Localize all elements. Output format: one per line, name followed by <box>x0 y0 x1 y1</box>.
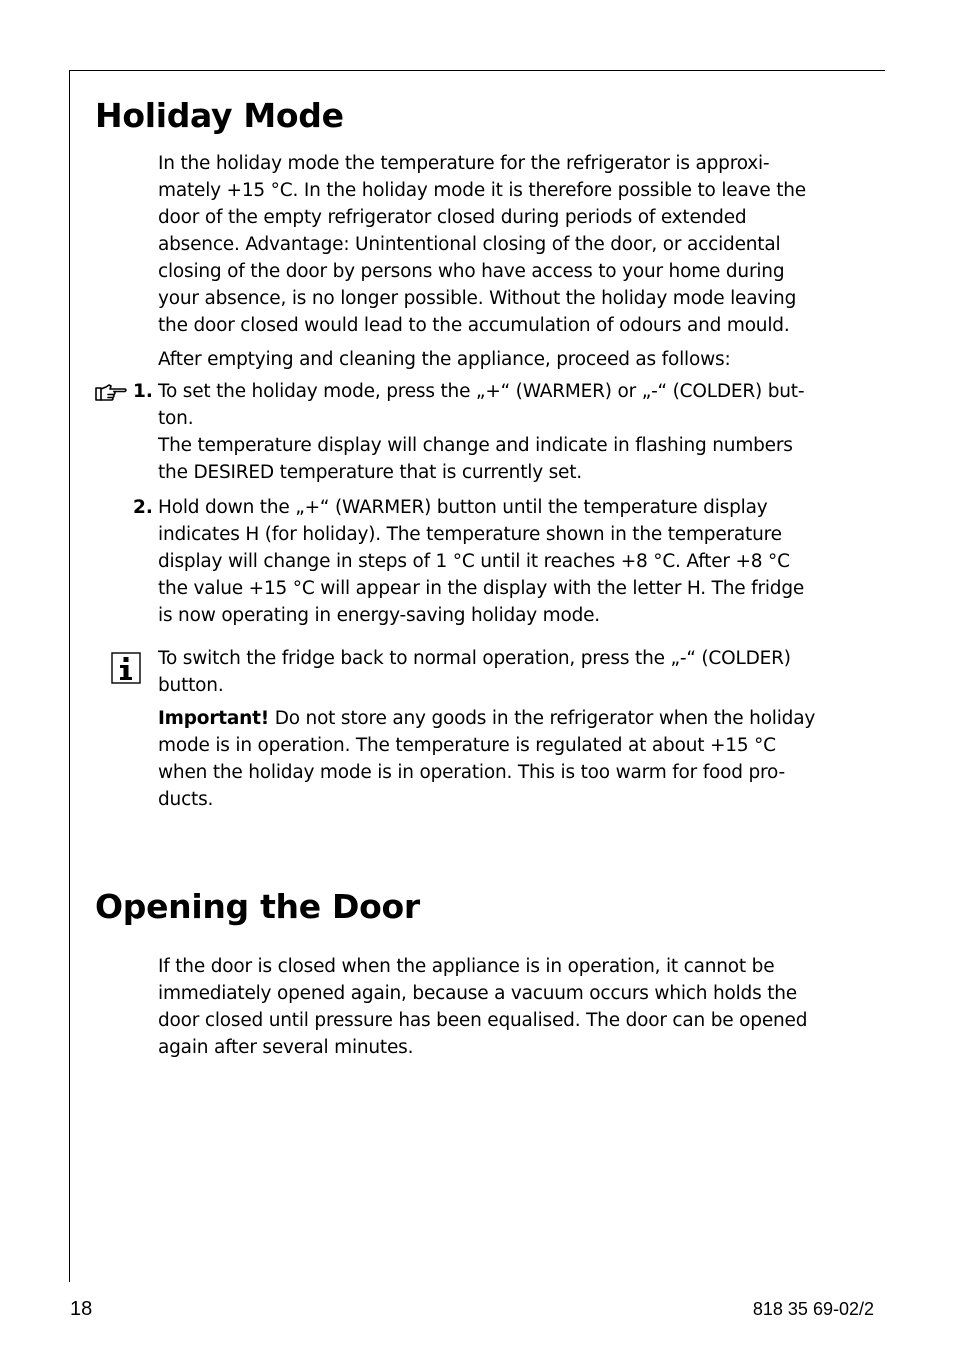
text-line: To set the holiday mode, press the „+“ (WARMER) or „-“ (COLDER) but- <box>158 381 805 402</box>
text-line: when the holiday mode is in operation. This is too warm for food pro- <box>158 762 785 783</box>
text-line: your absence, is no longer possible. Without the holiday mode leaving <box>158 288 797 309</box>
info-icon <box>111 652 141 684</box>
text-line: door of the empty refrigerator closed during periods of extended <box>158 207 747 228</box>
text-line: ducts. <box>158 789 214 810</box>
section-title-holiday-mode: Holiday Mode <box>95 96 344 135</box>
left-rule <box>69 70 70 1282</box>
pointing-hand-icon <box>94 383 128 403</box>
text-line: To switch the fridge back to normal operation, press the „-“ (COLDER) <box>158 648 791 669</box>
text-line: After emptying and cleaning the appliance, proceed as follows: <box>158 349 731 370</box>
step-2-text <box>158 494 870 629</box>
important-label: Important! <box>158 708 270 729</box>
important-note <box>158 705 870 813</box>
text-line: closing of the door by persons who have access to your home during <box>158 261 785 282</box>
text-line: the value +15 °C will appear in the display with the letter H. The fridge <box>158 578 805 599</box>
text-line: mately +15 °C. In the holiday mode it is therefore possible to leave the <box>158 180 806 201</box>
info-note-text <box>158 645 870 699</box>
text-line: the door closed would lead to the accumulation of odours and mould. <box>158 315 790 336</box>
step-number: 1. <box>133 381 153 402</box>
step-1-text <box>158 378 870 486</box>
text-line: the DESIRED temperature that is currently set. <box>158 462 582 483</box>
text-line: is now operating in energy-saving holiday mode. <box>158 605 600 626</box>
text-line: ton. <box>158 408 194 429</box>
text-line: button. <box>158 675 224 696</box>
text-line: indicates H (for holiday). The temperature shown in the temperature <box>158 524 782 545</box>
text-segment: Do not store any goods in the refrigerator when the holiday <box>269 708 816 729</box>
section-title-opening-door: Opening the Door <box>95 887 420 926</box>
text-line: If the door is closed when the appliance is in operation, it cannot be <box>158 956 775 977</box>
text-line: mode is in operation. The temperature is regulated at about +15 °C <box>158 735 776 756</box>
step-number: 2. <box>133 497 153 518</box>
document-code: 818 35 69-02/2 <box>752 1299 874 1319</box>
text-line: Hold down the „+“ (WARMER) button until the temperature display <box>158 497 768 518</box>
text-line: display will change in steps of 1 °C until it reaches +8 °C. After +8 °C <box>158 551 790 572</box>
top-rule <box>69 70 885 71</box>
text-line: door closed until pressure has been equalised. The door can be opened <box>158 1010 808 1031</box>
text-line: again after several minutes. <box>158 1037 414 1058</box>
text-line: immediately opened again, because a vacuum occurs which holds the <box>158 983 797 1004</box>
text-line: absence. Advantage: Unintentional closing of the door, or accidental <box>158 234 781 255</box>
door-paragraph <box>158 953 870 1061</box>
text-line <box>158 705 870 732</box>
text-line: In the holiday mode the temperature for the refrigerator is approxi- <box>158 153 770 174</box>
page-number: 18 <box>70 1298 93 1320</box>
text-line: The temperature display will change and indicate in flashing numbers <box>158 435 793 456</box>
holiday-lead-in <box>158 346 870 373</box>
holiday-intro-paragraph <box>158 150 870 339</box>
